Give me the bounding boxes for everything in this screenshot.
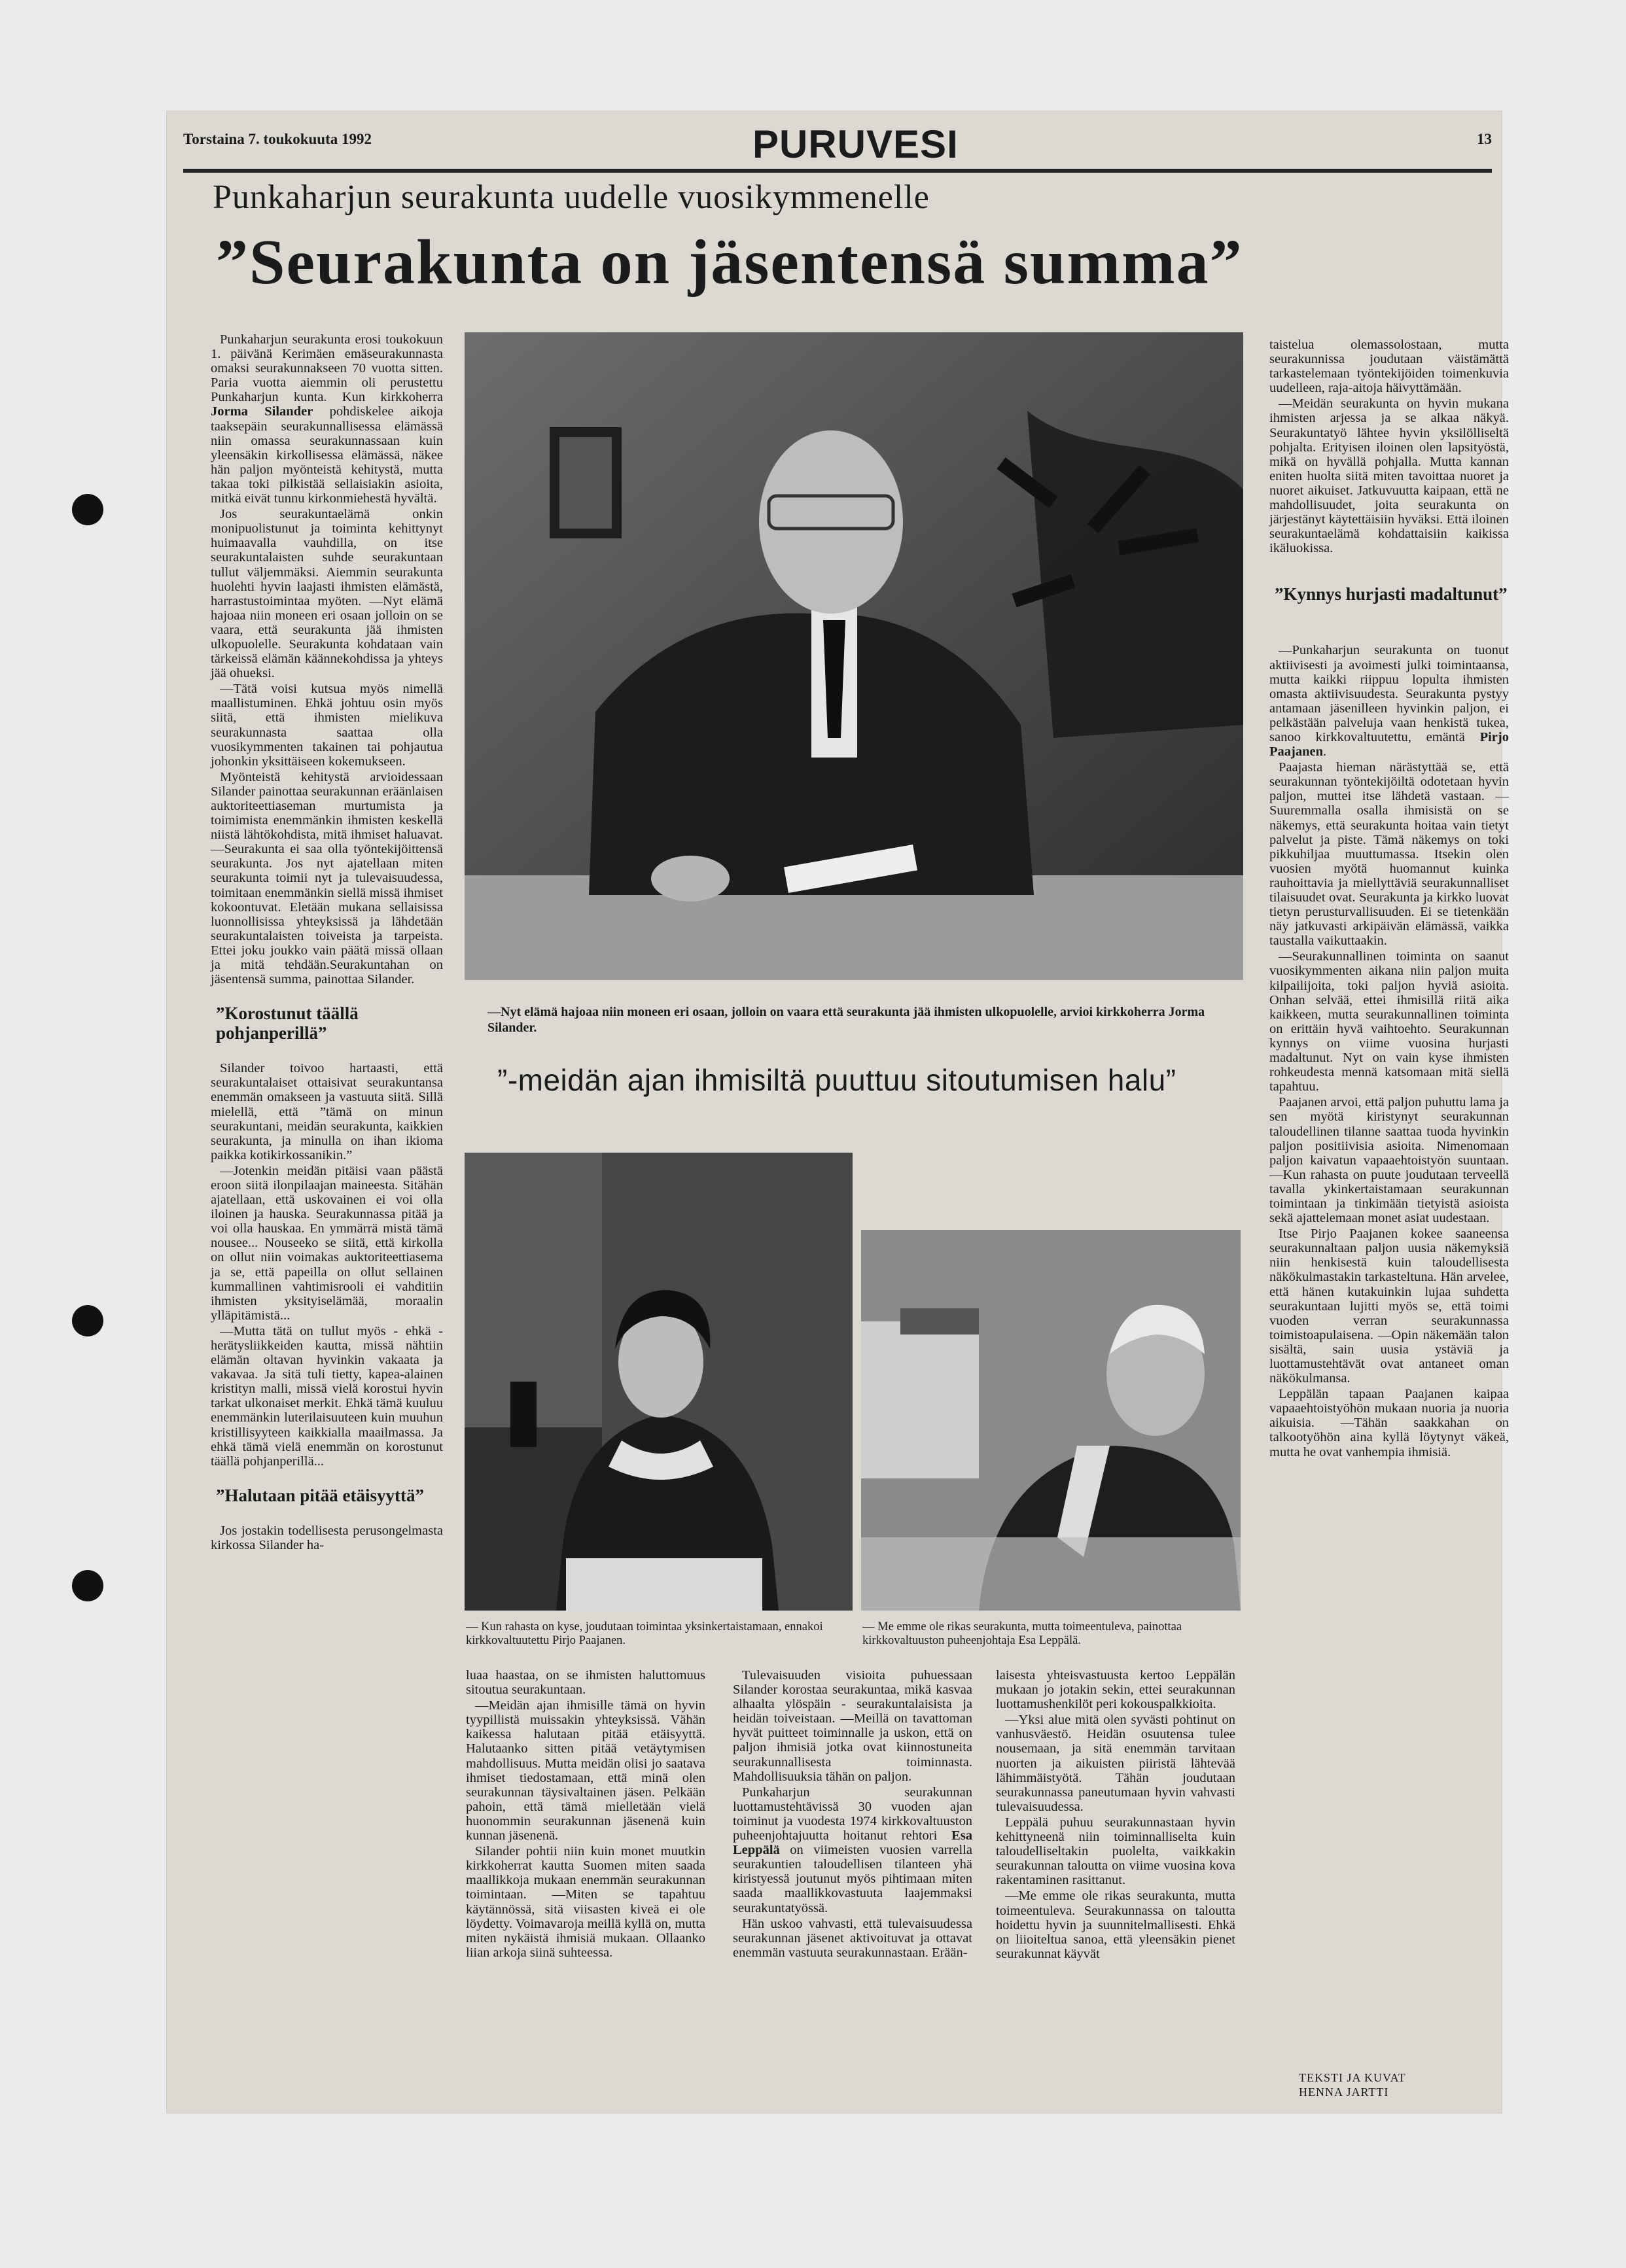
paragraph: Itse Pirjo Paajanen kokee saaneensa seurakunnaltaan paljon uusia näkemyksiä niin henkisestä kuin taloudellisesta näkökulmastakin tarkasteltuna. Hän arvelee, että hänen kutakuinkin lujaa suhdetta seurakuntaan lujitti myös se, että toimi vuoden verran seurakunnassa toimistoapulaisena. —Opin näkemään talon sisältä, sain uusia ystäviä ja luottamustehtävät ovat antaneet oman näkökulmansa.: [1269, 1227, 1509, 1386]
paragraph: —Meidän ajan ihmisille tämä on hyvin tyypillistä muissakin yhteyksissä. Vähän kaikessa halutaan pitää etäisyyttä. Halutaanko sitten pitää vetäytymisen mahdollisuus. Mutta meidän olisi jo saatava ihmiset tiedostamaan, että minä olen seurakunnan täysivaltainen jäsen. Pelkään pahoin, että tämä mielletään vielä huonommin seurakunnan jäsenenä kuin kunnan jäsenenä.: [466, 1698, 705, 1843]
paragraph: Tulevaisuuden visioita puhuessaan Silander korostaa seurakuntaa, mikä kasvaa alhaalta ylöspäin - seurakuntalaisista ja heidän toiveistaan. —Meillä on tavattoman hyvät puitteet toiminnalle ja uskon, että on paljon ihmisiä jotka ovat kiinnostuneita seurakunnallisesta toiminnasta. Mahdollisuuksia tähän on paljon.: [733, 1668, 972, 1784]
pull-quote: ”-meidän ajan ihmisiltä puuttuu sitoutumisen halu”: [497, 1063, 1176, 1097]
article-column-4: [996, 1668, 1235, 1963]
subheading: ”Halutaan pitää etäisyyttä”: [216, 1485, 425, 1505]
paragraph: —Tätä voisi kutsua myös nimellä maallistuminen. Ehkä johtuu osin myös siitä, että ihmisten mielikuva seurakunnasta saattaa olla vuosikymmenten takainen tai pohjautua johonkin yksittäiseen kokemukseen.: [211, 682, 443, 769]
paragraph: Punkaharjun seurakunnan luottamustehtävissä 30 vuoden ajan toiminut ja vuodesta 1974 kirkkovaltuuston puheenjohtajuutta hoitanut rehtori Esa Leppälä on viimeisten vuosien varrella seurakuntien taloudellisen tilanteen yhä kiristyessä joutunut myös pihtimaan miten saada maallikkovastuuta laajemmaksi seurakuntatyössä.: [733, 1785, 972, 1915]
issue-date: Torstaina 7. toukokuuta 1992: [183, 131, 372, 147]
subheading: ”Kynnys hurjasti madaltunut”: [1275, 584, 1508, 604]
paragraph: taistelua olemassolostaan, mutta seurakunnissa joudutaan väistämättä tarkastelemaan työntekijöiden toimenkuvia uudelleen, raja-aitoja häivyttämään.: [1269, 338, 1509, 396]
paragraph: Jos jostakin todellisesta perusongelmasta kirkossa Silander ha-: [211, 1523, 443, 1552]
paragraph: —Meidän seurakunta on hyvin mukana ihmisten arjessa ja se alkaa näkyä. Seurakuntatyö lähtee hyvin yksilölliseltä pohjalta. Erityisen iloinen olen lapsityöstä, mikä on hyvällä pohjalla. Mutta kannan eniten huolta siitä miten tavoittaa nuoret ja nuoret aikuiset. Jatkuvuutta kaipaan, että ne mahdollisuudet, joita seurakunta on järjestänyt käytettäisiin hyväksi. Että iloinen seurakuntaelämä kohdattaisiin kaikissa ikäluokissa.: [1269, 396, 1509, 556]
binder-hole-top: [72, 494, 103, 525]
paragraph: Silander toivoo hartaasti, että seurakuntalaiset ottaisivat seurakuntansa enemmän omakseen ja vastuuta siitä. Sillä mielellä, että ”tämä on minun seurakuntani, meidän seurakunta, kaikkien seurakunta, ja minulla on ihan ikioma paikka kotikirkossanikin.”: [211, 1061, 443, 1162]
kicker-heading: Punkaharjun seurakunta uudelle vuosikymmenelle: [213, 179, 930, 216]
byline-credit: [1299, 2070, 1406, 2099]
photo-jorma-silander: [465, 332, 1243, 980]
article-column-2: [466, 1668, 705, 1961]
main-headline: ”Seurakunta on jäsentensä summa”: [216, 227, 1243, 298]
paragraph: —Seurakunnallinen toiminta on saanut vuosikymmenten aikana niin paljon muita kilpailijoita, toki paljon hyviä asioita. Onhan selvää, ettei ihmisillä riitä aika kaikkeen, mutta seurakunnallinen toiminta on erittäin hyvä vaihtoehto. Seurakunnan kynnys on viime vuosina hurjasti madaltunut. Nyt on vain kyse ihmisten rohkeudesta mennä katsomaan mitä siellä tapahtuu.: [1269, 949, 1509, 1094]
article-column-5: [1269, 338, 1509, 1461]
main-photo-caption: —Nyt elämä hajoaa niin moneen eri osaan, jolloin on vaara että seurakunta jää ihmisten ulkopuolelle, arvioi kirkkoherra Jorma Silander.: [487, 1005, 1205, 1035]
paragraph: —Jotenkin meidän pitäisi vaan päästä eroon siitä ilonpilaajan maineesta. Sitähän ajatellaan, että uskovainen ei voi olla iloinen ja hauska. Seurakunnassa pitää ja voi olla hauskaa. En ymmärrä mistä tämä nousee... Nouseeko se siitä, että kirkolla on ollut niin voimakas auktoriteettiasema ja se, että papeilla on ollut sellainen kummallinen vahtimisrooli ei vahditiin ihmisten yksityiselämää, moraalin ylläpitämistä...: [211, 1163, 443, 1323]
photo-esa-leppala: [861, 1230, 1241, 1611]
person-name: Jorma Silander: [211, 404, 313, 419]
paragraph: Leppälä puhuu seurakunnastaan hyvin kehittyneenä niin toiminnalliselta kuin taloudelliseltakin puolelta, vaikkakin seurakunnan taloutta on viime vuosina kova rakentaminen rasittanut.: [996, 1815, 1235, 1888]
binder-hole-middle: [72, 1305, 103, 1336]
credit-line: TEKSTI JA KUVAT: [1299, 2071, 1406, 2084]
paragraph: Silander pohtii niin kuin monet muutkin kirkkoherrat kautta Suomen miten saada maallikkoja mukaan enemmän seurakunnan toimintaan. —Miten se tapahtuu käytännössä, sitä viisasten kiveä ei ole löydetty. Voimavaroja meillä kyllä on, mutta miten nykäistä ihmisiä mukaan. Ollaanko liian arkoja siinä suhteessa.: [466, 1844, 705, 1960]
paragraph: Paajasta hieman närästyttää se, että seurakunnan työntekijöiltä odotetaan hyvin paljon, muttei itse lähdetä vastaan. —Suuremmalla osalla ihmisistä on se näkemys, että seurakunta hoitaa vain tietyt palvelut ja piste. Tämä näkemys on toki pikkuhiljaa muuttumassa. Itsekin olen vuosien myötä huomannut kuinka rauhoittavia ja miellyttäviä seurakunnalliset tilaisuudet ovat. Seurakunta ja kirkko luovat tietyn perusturvallisuuden. Ei se tietenkään näy jatkuvasti arkipäivän elämässä, vaikka taustalla vaikuttaakin.: [1269, 760, 1509, 949]
person-name: Esa Leppälä: [733, 1828, 972, 1858]
paragraph: —Punkaharjun seurakunta on tuonut aktiivisesti ja avoimesti julki toimintaansa, mutta kaikki riippuu lopulta ihmisten omasta aktiivisuudesta. Seurakunta pystyy antamaan jäsenilleen hyvinkin paljon, ei pelkästään palveluja vaan henkistä tukea, sanoo kirkkovaltuutettu, emäntä Pirjo Paajanen.: [1269, 643, 1509, 759]
credit-line: HENNA JARTTI: [1299, 2085, 1389, 2099]
newspaper-name: PURUVESI: [752, 122, 959, 166]
paragraph: luaa haastaa, on se ihmisten haluttomuus sitoutua seurakuntaan.: [466, 1668, 705, 1698]
page-number: 13: [1477, 131, 1492, 147]
paragraph: Hän uskoo vahvasti, että tulevaisuudessa seurakunnan jäsenet aktivoituvat ja ottavat enemmän vastuuta seurakunnastaan. Erään-: [733, 1916, 972, 1960]
paragraph: Myönteistä kehitystä arvioidessaan Silander painottaa seurakunnan eräänlaisen auktoriteettiaseman murtumista ja toimimista enemmänkin ihmisten keskellä niistä lähtökohdista, mitä ihmiset haluavat. —Seurakunta ei saa olla työntekijöittensä seurakunta. Jos nyt ajatellaan miten seurakunta toimii nyt ja tulevaisuudessa, toimitaan enemmänkin siellä missä ihmiset kokoontuvat. Eletään mukana sellaisissa luonnollisissa yhteyksissä ja lähdetään seurakuntalaisten toiveista ja tarpeista. Ettei joku joukko vain päätä missä ollaan ja mitä tehdään.Seurakuntahan on jäsentensä summa, painottaa Silander.: [211, 769, 443, 987]
person-name: Pirjo Paajanen: [1269, 729, 1509, 759]
paragraph: laisesta yhteisvastuusta kertoo Leppälän mukaan jo jotakin sekin, ettei seurakunnan luottamushenkilöt peri kokouspalkkioita.: [996, 1668, 1235, 1712]
article-column-1: [211, 332, 443, 1554]
paragraph: Jos seurakuntaelämä onkin monipuolistunut ja toiminta kehittynyt huimaavalla vauhdilla, on itse seurakuntalaisten suhde seurakuntaan tullut väljemmäksi. Aiemmin seurakunta huolehti hyvin laajasti ihmisten elämästä, harrastustoimintaa myöten. —Nyt elämä hajoaa niin moneen eri osaan jolloin on se vaara, että seurakunta jää ihmisten ulkopuolelle. Seurakunta kohdataan vain tärkeissä elämän käännekohdissa ja yhteys jää ohueksi.: [211, 507, 443, 681]
binder-hole-bottom: [72, 1570, 103, 1601]
paragraph: —Yksi alue mitä olen syvästi pohtinut on vanhusväestö. Heidän osuutensa tulee nousemaan, ja sitä enemmän tarvitaan nuorten ja aikuisten piiristä lähtevää lähimmäistyötä. Tähän joudutaan seurakunnassa paneutumaan hyvin vahvasti tulevaisuudessa.: [996, 1713, 1235, 1814]
right-photo-caption: — Me emme ole rikas seurakunta, mutta toimeentuleva, painottaa kirkkovaltuuston puheenjohtaja Esa Leppälä.: [862, 1620, 1182, 1647]
paragraph: —Me emme ole rikas seurakunta, mutta toimeentuleva. Seurakunnassa on taloutta hoidettu hyvin ja suunnitelmallisesti. Ehkä on liioiteltua sanoa, että yleensäkin pienet seurakunnat käyvät: [996, 1889, 1235, 1961]
left-photo-caption: — Kun rahasta on kyse, joudutaan toimintaa yksinkertaistamaan, ennakoi kirkkovaltuutettu Pirjo Paajanen.: [466, 1620, 823, 1647]
masthead: [183, 124, 1492, 173]
subheading: ”Korostunut täällä pohjanperillä”: [216, 1003, 359, 1043]
paragraph: —Mutta tätä on tullut myös - ehkä - herätysliikkeiden kautta, missä nähtiin elämän oltavan hyvinkin vakaata ja vakavaa. Ja sitä tuli tietty, kapea-alainen kristityn malli, missä vielä korostui hyvin tarkat ulkonaiset merkit. Ehkä tämä kuuluu enemmänkin luterilaisuuteen kuin muuhun kristillisyyteen kaikkialla maailmassa. Ja ehkä tämä vielä enemmän on korostunut täällä pohjanperillä...: [211, 1323, 443, 1469]
paragraph: Leppälän tapaan Paajanen kaipaa vapaaehtoistyöhön mukaan nuoria ja nuoria aikuisia. —Tähän saakkahan on talkootyöhön aina kyllä löytynyt väkeä, mutta he ovat vanhempia ihmisiä.: [1269, 1387, 1509, 1459]
photo-pirjo-paajanen: [465, 1153, 853, 1611]
paragraph: Punkaharjun seurakunta erosi toukokuun 1. päivänä Kerimäen emäseurakunnasta omaksi seurakunnakseen 70 vuotta sitten. Paria vuotta aiemmin oli perustettu Punkaharjun kunta. Kun kirkkoherra Jorma Silander pohdiskelee aikoja taaksepäin seurakunnallisessa elämässä niin omassa seurakunnassaan kuin yleensäkin kirkollisessa elämässä, näkee hän paljon myönteistä kehitystä, mutta takaa toki pilkistää sellaisiakin asioita, mitkä eivät tunnu kirkonmiehestä hyvältä.: [211, 332, 443, 506]
paragraph: Paajanen arvoi, että paljon puhuttu lama ja sen myötä kiristynyt seurakunnan taloudellinen tilanne saattaa tuoda hyvinkin paljon positiivisia asioita. Nimenomaan paljon kaivatun vapaaehtoistyön suuntaan. —Kun rahasta on puute joudutaan terveellä tavalla ykinkertaistamaan seurakunnan toimintaan ja tinkimään tietyistä asioista sekä ajattelemaan monet asiat uudestaan.: [1269, 1095, 1509, 1226]
article-column-3: [733, 1668, 972, 1961]
